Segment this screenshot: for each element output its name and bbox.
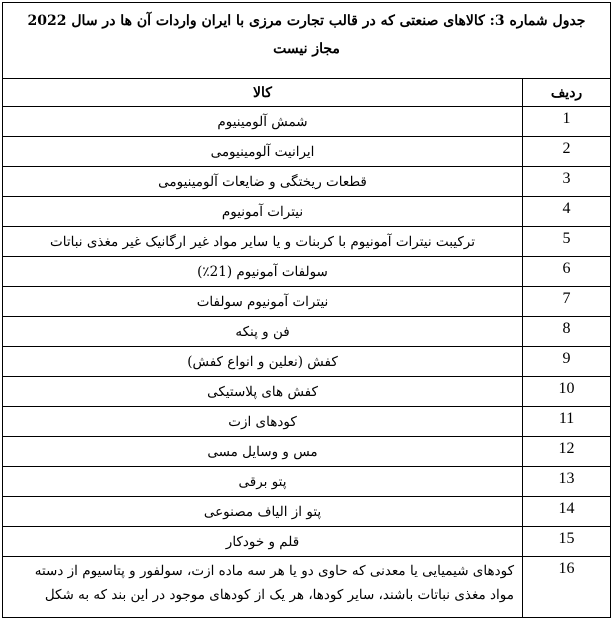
table-row: [3, 437, 611, 467]
row-item: مس و وسایل مسی: [3, 437, 523, 467]
table-row: [3, 407, 611, 437]
table-title: [3, 3, 611, 79]
table-title-line-2: مجاز نیست: [273, 41, 340, 57]
row-item: ترکیبت نیترات آمونیوم با کربنات و یا سایر مواد غیر ارگانیک غیر مغذی نباتات: [3, 227, 523, 257]
row-item: نیترات آمونیوم سولفات: [3, 287, 523, 317]
row-number: 13: [523, 467, 611, 497]
table-row: [3, 107, 611, 137]
row-item: کودهای ازت: [3, 407, 523, 437]
row-item: شمش آلومینیوم: [3, 107, 523, 137]
row-number: 11: [523, 407, 611, 437]
header-item: کالا: [3, 79, 523, 107]
row-item: پتو برقی: [3, 467, 523, 497]
row-item: قلم و خودکار: [3, 527, 523, 557]
row-item-line-2: مواد مغذی نباتات باشند، سایر کودها، هر یک از کودهای موجود در این بند که به شکل: [44, 587, 515, 603]
table-row: [3, 377, 611, 407]
row-number: 10: [523, 377, 611, 407]
row-item: کفش های پلاستیکی: [3, 377, 523, 407]
table-row: [3, 467, 611, 497]
row-item: سولفات آمونیوم (21٪): [3, 257, 523, 287]
table-row: [3, 197, 611, 227]
row-number: 8: [523, 317, 611, 347]
table-row: [3, 257, 611, 287]
row-item: پتو از الیاف مصنوعی: [3, 497, 523, 527]
row-number: 7: [523, 287, 611, 317]
table-row: [3, 287, 611, 317]
row-item-line-1: کودهای شیمیایی یا معدنی که حاوی دو یا هر سه ماده ازت، سولفور و پتاسیوم از دسته: [34, 563, 515, 579]
table-title-line-1: جدول شماره 3: کالاهای صنعتی که در قالب تجارت مرزی با ایران واردات آن ها در سال 2022: [27, 13, 586, 29]
row-number: 4: [523, 197, 611, 227]
restricted-goods-table: [2, 2, 611, 618]
row-item: ایرانیت آلومینیومی: [3, 137, 523, 167]
table-row: [3, 347, 611, 377]
row-number: 2: [523, 137, 611, 167]
row-number: 12: [523, 437, 611, 467]
document-page: [2, 2, 610, 618]
header-row-number: ردیف: [523, 79, 611, 107]
row-number: 9: [523, 347, 611, 377]
table-row: [3, 497, 611, 527]
table-header-row: [3, 79, 611, 107]
row-item: فن و پنکه: [3, 317, 523, 347]
table-row: [3, 137, 611, 167]
row-number: 15: [523, 527, 611, 557]
row-number: 3: [523, 167, 611, 197]
row-item: کفش (نعلین و انواع کفش): [3, 347, 523, 377]
row-item: قطعات ریختگی و ضایعات آلومینیومی: [3, 167, 523, 197]
row-item: نیترات آمونیوم: [3, 197, 523, 227]
table-row: [3, 557, 611, 618]
row-number: 14: [523, 497, 611, 527]
table-row: [3, 227, 611, 257]
row-number: 5: [523, 227, 611, 257]
row-number: 6: [523, 257, 611, 287]
table-row: [3, 167, 611, 197]
row-number: 16: [523, 557, 611, 618]
row-number: 1: [523, 107, 611, 137]
row-item: [3, 557, 523, 618]
table-row: [3, 527, 611, 557]
table-row: [3, 317, 611, 347]
